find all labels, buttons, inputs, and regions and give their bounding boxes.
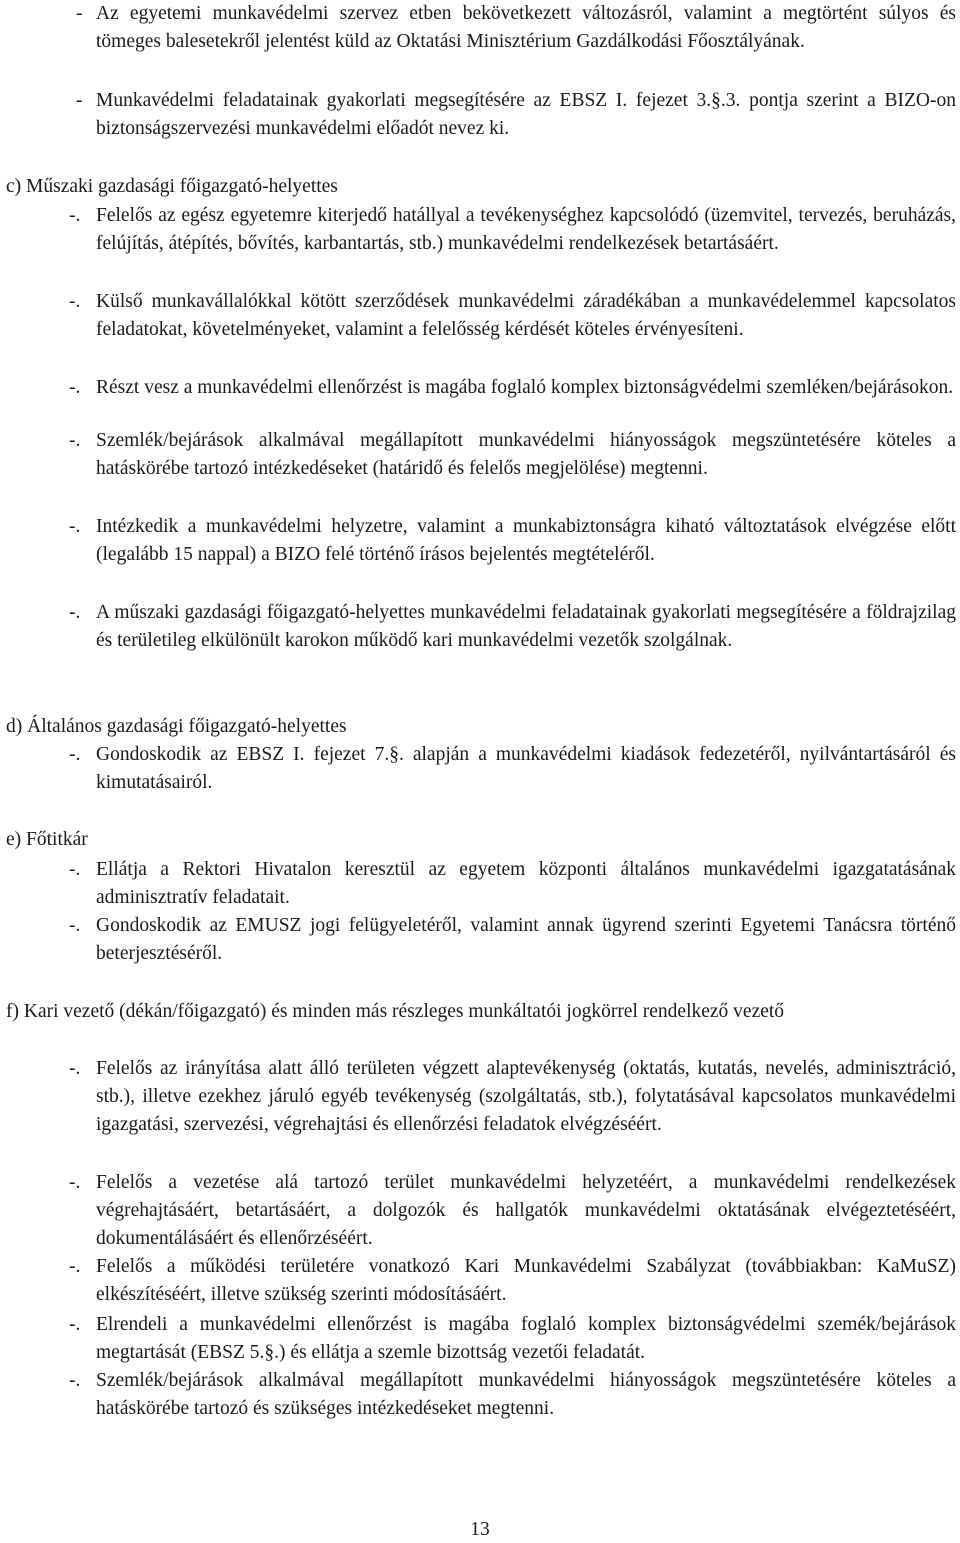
list-item: Felelős a vezetése alá tartozó terület munkavédelmi helyzetéért, a munkavédelmi rendelkezések végrehajtásáért, betartásáért, a dolgozók és hallgatók munkavédelmi oktatásának elvégeztetéséért, dokumentálásáért és ellenőrzéséért.: [96, 1172, 956, 1249]
list-item: Külső munkavállalókkal kötött szerződések munkavédelmi záradékában a munkavédelemmel kapcsolatos feladatokat, követelményeket, valamint a felelősség kérdését köteles érvényesíteni.: [96, 291, 956, 340]
item-marker: -.: [69, 430, 81, 451]
item-marker: -.: [69, 744, 81, 765]
intro-paragraph: Az egyetemi munkavédelmi szervez etben bekövetkezett változásról, valamint a megtörtént súlyos és tömeges balesetekről jelentést küld az Oktatási Minisztérium Gazdálkodási Főosztályának.: [96, 3, 956, 52]
list-item: Felelős a működési területére vonatkozó Kari Munkavédelmi Szabályzat (továbbiakban: KaMuSZ) elkészítéséért, illetve szükség szerinti módosításáért.: [96, 1256, 956, 1305]
list-item: Részt vesz a munkavédelmi ellenőrzést is magába foglaló komplex biztonságvédelmi szemléken/bejárásokon.: [96, 377, 954, 398]
item-marker: -.: [69, 205, 81, 226]
page-number: 13: [470, 1519, 490, 1540]
list-item: Felelős az egész egyetemre kiterjedő hatállyal a tevékenységhez kapcsolódó (üzemvitel, tervezés, beruházás, felújítás, átépítés, bővítés, karbantartás, stb.) munkavédelmi rendelkezések betartásáért.: [96, 205, 956, 254]
list-item: Szemlék/bejárások alkalmával megállapított munkavédelmi hiányosságok megszüntetésére köteles a hatáskörébe tartozó és szükséges intézkedéseket megtenni.: [96, 1370, 956, 1419]
list-item: Felelős az irányítása alatt álló területen végzett alaptevékenység (oktatás, kutatás, nevelés, adminisztráció, stb.), illetve ezekhez járuló egyéb tevékenység (szolgáltatás, stb.), folytatásával kapcsolatos munkavédelmi igazgatási, szervezési, végrehajtási és ellenőrzési feladatok elvégzéséért.: [96, 1058, 956, 1135]
dash-marker: -: [76, 3, 83, 24]
list-item: A műszaki gazdasági főigazgató-helyettes munkavédelmi feladatainak gyakorlati megsegítésére a földrajzilag és területileg elkülönült karokon működő kari munkavédelmi vezetők szolgálnak.: [96, 602, 956, 651]
item-marker: -.: [69, 1314, 81, 1335]
item-marker: -.: [69, 1172, 81, 1193]
item-marker: -.: [69, 859, 81, 880]
section-heading: [6, 998, 956, 1026]
list-item: Gondoskodik az EMUSZ jogi felügyeletéről, valamint annak ügyrend szerinti Egyetemi Tanácsra történő beterjesztéséről.: [96, 915, 956, 964]
item-marker: -.: [69, 291, 81, 312]
item-marker: -.: [69, 602, 81, 623]
item-marker: -.: [69, 1370, 81, 1391]
item-marker: -.: [69, 915, 81, 936]
section-heading: e) Főtitkár: [6, 829, 88, 850]
item-marker: -.: [69, 377, 81, 398]
item-marker: -.: [69, 516, 81, 537]
item-marker: -.: [69, 1058, 81, 1079]
list-item: Gondoskodik az EBSZ I. fejezet 7.§. alapján a munkavédelmi kiadások fedezetéről, nyilvántartásáról és kimutatásairól.: [96, 744, 956, 793]
intro-paragraph: Munkavédelmi feladatainak gyakorlati megsegítésére az EBSZ I. fejezet 3.§.3. pontja szerint a BIZO-on biztonságszervezési munkavédelmi előadót nevez ki.: [96, 90, 956, 139]
item-marker: -.: [69, 1256, 81, 1277]
list-item: Ellátja a Rektori Hivatalon keresztül az egyetem központi általános munkavédelmi igazgatatásának adminisztratív feladatait.: [96, 859, 956, 908]
dash-marker: -: [76, 90, 83, 111]
section-heading: d) Általános gazdasági főigazgató-helyettes: [6, 716, 347, 737]
list-item: Intézkedik a munkavédelmi helyzetre, valamint a munkabiztonságra kiható változtatások elvégzése előtt (legalább 15 nappal) a BIZO felé történő írásos bejelentés megtételéről.: [96, 516, 956, 565]
section-heading-text: f) Kari vezető (dékán/főigazgató) és minden más részleges munkáltatói jogkörrel rendelkező vezető: [6, 1001, 785, 1022]
section-heading: c) Műszaki gazdasági főigazgató-helyettes: [6, 176, 338, 197]
list-item: Szemlék/bejárások alkalmával megállapított munkavédelmi hiányosságok megszüntetésére köteles a hatáskörébe tartozó intézkedéseket (határidő és felelős megjelölése) megtenni.: [96, 430, 956, 479]
list-item: Elrendeli a munkavédelmi ellenőrzést is magába foglaló komplex biztonságvédelmi szemék/bejárások megtartását (EBSZ 5.§.) és ellátja a szemle bizottság vezetői feladatát.: [96, 1314, 956, 1363]
